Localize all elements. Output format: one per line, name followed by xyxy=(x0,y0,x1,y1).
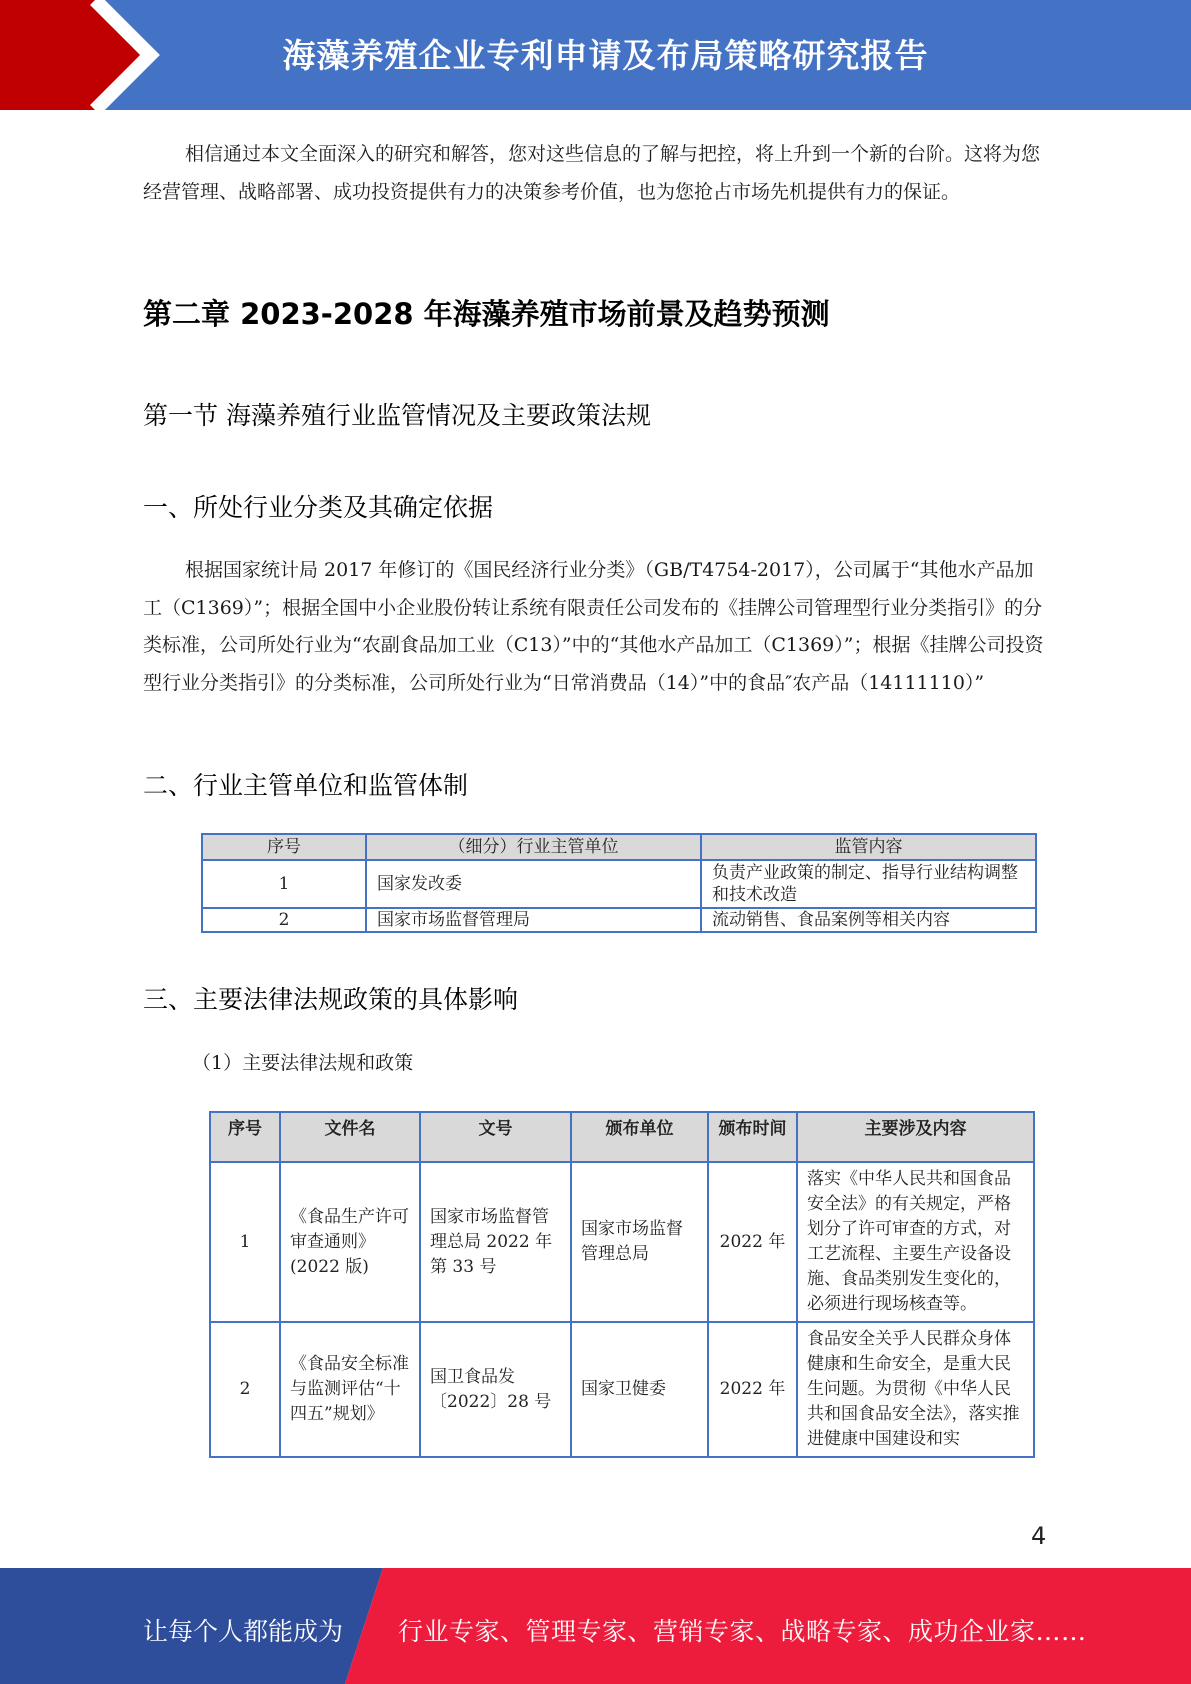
part1-heading: 一、所处行业分类及其确定依据 xyxy=(143,493,494,522)
table-cell: 国家发改委 xyxy=(366,860,701,908)
table-header: 颁布单位 xyxy=(571,1112,708,1162)
table-cell: 国家市场监督管理总局 xyxy=(571,1162,708,1322)
table-row xyxy=(202,860,1036,908)
table-cell: 负责产业政策的制定、指导行业结构调整和技术改造 xyxy=(701,860,1036,908)
part2-heading: 二、行业主管单位和监管体制 xyxy=(143,771,469,800)
table-cell: 《食品生产许可审查通则》(2022 版) xyxy=(280,1162,420,1322)
table-row xyxy=(210,1322,1034,1457)
chapter-title: 第二章 2023-2028 年海藻养殖市场前景及趋势预测 xyxy=(143,297,830,331)
table-cell: 落实《中华人民共和国食品安全法》的有关规定，严格划分了许可审查的方式，对工艺流程、主要生产设备设施、食品类别发生变化的，必须进行现场核查等。 xyxy=(797,1162,1034,1322)
table-cell: 2022 年 xyxy=(708,1322,797,1457)
table-cell: 国家市场监督管理局 xyxy=(366,908,701,932)
table-header-row xyxy=(210,1112,1034,1162)
table-header: 监管内容 xyxy=(701,834,1036,860)
table-row xyxy=(210,1162,1034,1322)
table-cell: 国家卫健委 xyxy=(571,1322,708,1457)
section-title: 第一节 海藻养殖行业监管情况及主要政策法规 xyxy=(143,401,651,430)
table-cell: 流动销售、食品案例等相关内容 xyxy=(701,908,1036,932)
table-header-row xyxy=(202,834,1036,860)
intro-paragraph: 相信通过本文全面深入的研究和解答，您对这些信息的了解与把控，将上升到一个新的台阶。这将为您经营管理、战略部署、成功投资提供有力的决策参考价值，也为您抢占市场先机提供有力的保证。 xyxy=(143,143,1041,203)
table-header: （细分）行业主管单位 xyxy=(366,834,701,860)
regulator-table xyxy=(201,833,1037,933)
table-header: 序号 xyxy=(202,834,366,860)
table-cell: 2 xyxy=(210,1322,280,1457)
table-cell: 食品安全关乎人民群众身体健康和生命安全，是重大民生问题。为贯彻《中华人民共和国食品安全法》，落实推进健康中国建设和实 xyxy=(797,1322,1034,1457)
report-title: 海藻养殖企业专利申请及布局策略研究报告 xyxy=(282,36,929,75)
table-cell: 《食品安全标准与监测评估“十四五”规划》 xyxy=(280,1322,420,1457)
table-header: 文号 xyxy=(420,1112,571,1162)
footer-banner xyxy=(0,1568,1191,1684)
table-cell: 1 xyxy=(210,1162,280,1322)
part3-heading: 三、主要法律法规政策的具体影响 xyxy=(143,985,519,1014)
table-header: 颁布时间 xyxy=(708,1112,797,1162)
table-cell: 国卫食品发〔2022〕28 号 xyxy=(420,1322,571,1457)
table-header: 主要涉及内容 xyxy=(797,1112,1034,1162)
policy-table xyxy=(209,1111,1035,1458)
table-cell: 2 xyxy=(202,908,366,932)
table-cell: 1 xyxy=(202,860,366,908)
table-header: 序号 xyxy=(210,1112,280,1162)
part1-paragraph: 根据国家统计局 2017 年修订的《国民经济行业分类》（GB/T4754-2017），公司属于“其他水产品加工（C1369）”；根据全国中小企业股份转让系统有限责任公司发布的《挂牌公司管理型行业分类指引》的分类标准，公司所处行业为“农副食品加工业（C13）”中的“其他水产品加工（C1369）”；根据《挂牌公司投资型行业分类指引》的分类标准，公司所处行业为“日常消费品（14）”中的食品″农产品（14111110）” xyxy=(143,559,1044,694)
header-banner xyxy=(0,0,1191,110)
table-row xyxy=(202,908,1036,932)
table-header: 文件名 xyxy=(280,1112,420,1162)
table-cell: 2022 年 xyxy=(708,1162,797,1322)
footer-slogan-left: 让每个人都能成为 xyxy=(143,1617,344,1646)
policy-list-label: （1）主要法律法规和政策 xyxy=(192,1052,414,1074)
table-cell: 国家市场监督管理总局 2022 年第 33 号 xyxy=(420,1162,571,1322)
page-number: 4 xyxy=(1031,1522,1047,1550)
footer-slogan-right: 行业专家、管理专家、营销专家、战略专家、成功企业家…… xyxy=(398,1617,1087,1646)
